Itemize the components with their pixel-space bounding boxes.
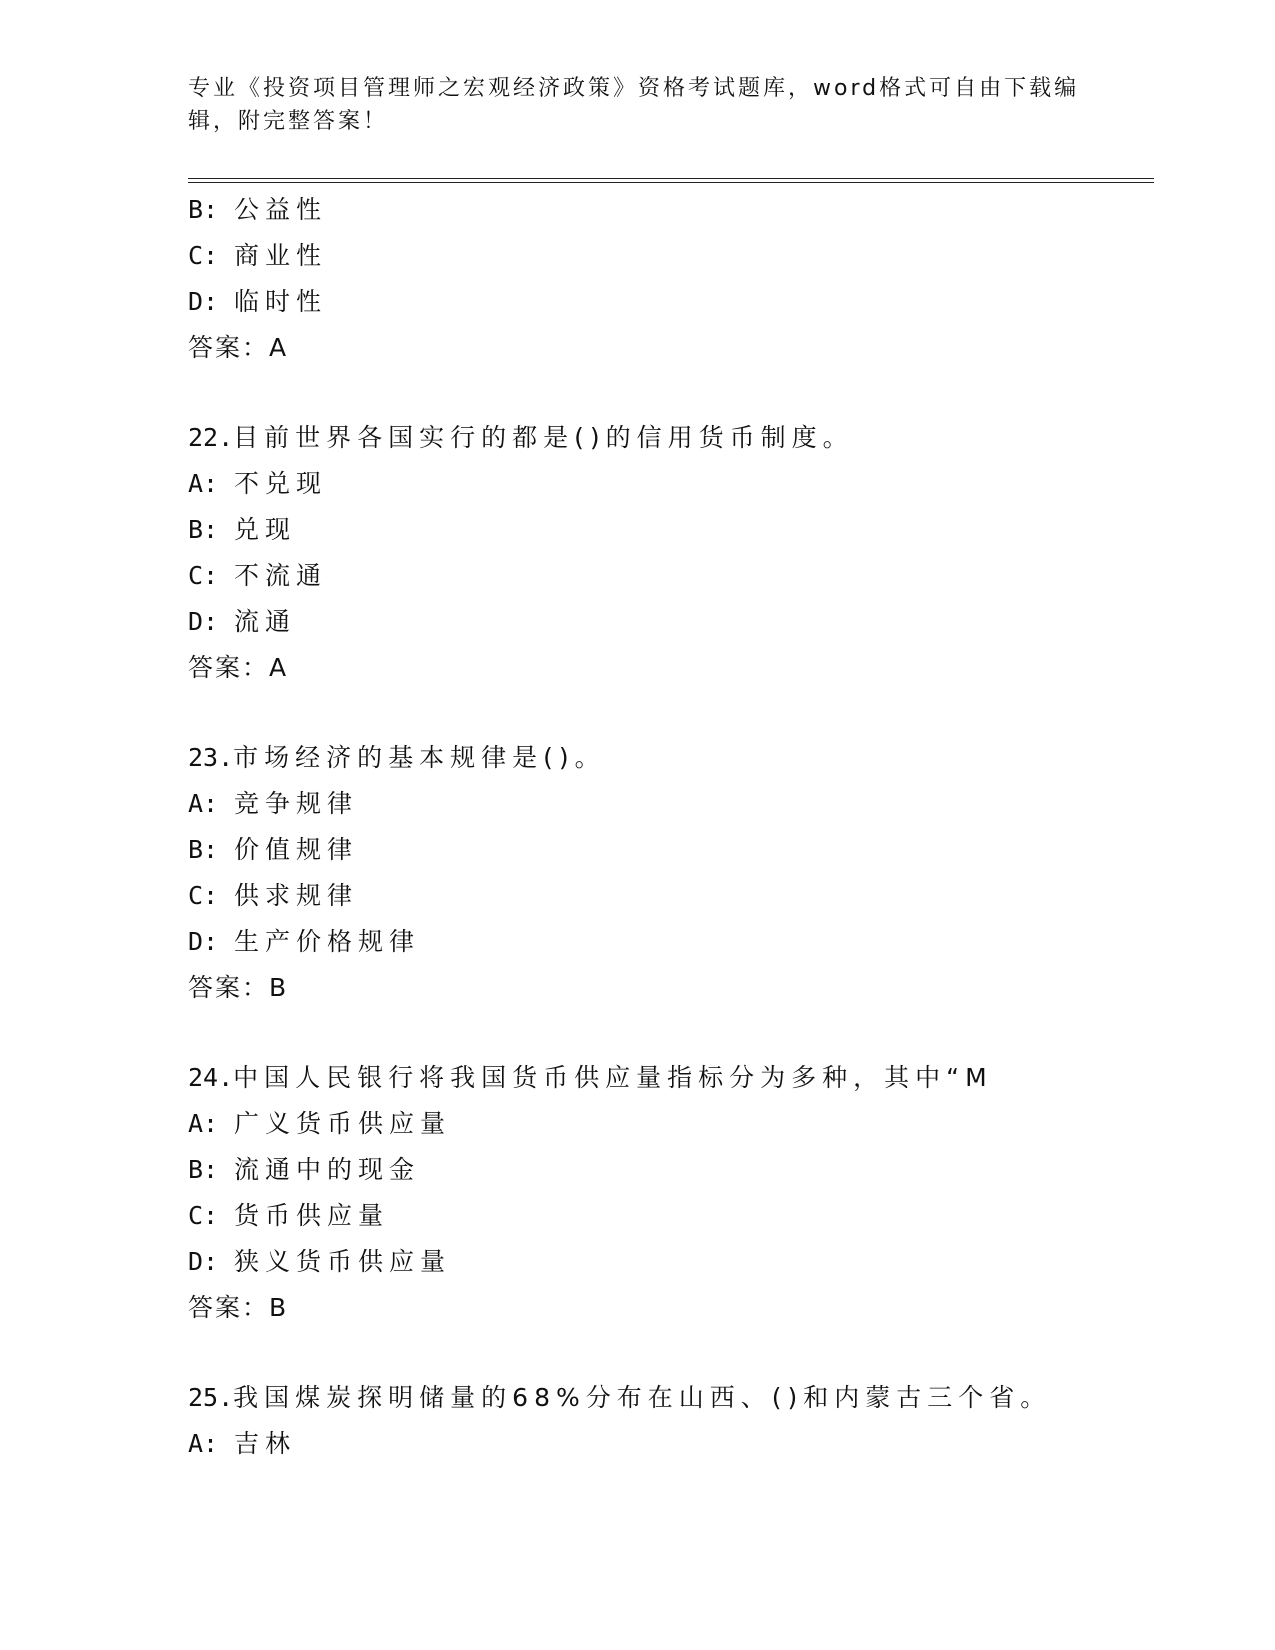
question-23 — [188, 735, 1154, 1011]
question-stem — [188, 1375, 1154, 1421]
option-c — [188, 1193, 1154, 1239]
option-b — [188, 507, 1154, 553]
option-letter: B: — [188, 515, 219, 544]
option-text: 不兑现 — [234, 469, 328, 498]
option-letter: C: — [188, 881, 219, 910]
option-letter: C: — [188, 561, 219, 590]
option-a — [188, 1101, 1154, 1147]
option-text: 供求规律 — [234, 881, 359, 910]
question-number: 23. — [188, 743, 234, 772]
option-text: 公益性 — [234, 195, 328, 224]
option-letter: B: — [188, 195, 219, 224]
option-letter: D: — [188, 607, 219, 636]
option-letter: C: — [188, 241, 219, 270]
option-b — [188, 1147, 1154, 1193]
question-number: 22. — [188, 423, 234, 452]
question-24 — [188, 1055, 1154, 1331]
option-d — [188, 279, 1154, 325]
question-22 — [188, 415, 1154, 691]
option-c — [188, 873, 1154, 919]
document-header — [188, 72, 1088, 138]
option-a — [188, 781, 1154, 827]
option-a — [188, 1421, 1154, 1467]
question-stem — [188, 415, 1154, 461]
question-stem — [188, 1055, 1154, 1101]
option-a — [188, 461, 1154, 507]
option-letter: D: — [188, 287, 219, 316]
option-text: 广义货币供应量 — [234, 1109, 452, 1138]
option-text: 竞争规律 — [234, 789, 359, 818]
question-25 — [188, 1375, 1154, 1467]
option-letter: A: — [188, 1109, 219, 1138]
answer-line: 答案：B — [188, 973, 289, 1002]
header-divider-top — [188, 178, 1154, 179]
answer-line: 答案：B — [188, 1293, 289, 1322]
question-number: 24. — [188, 1063, 234, 1092]
answer-line: 答案：A — [188, 333, 289, 362]
option-letter: D: — [188, 1247, 219, 1276]
option-text: 流通 — [234, 607, 297, 636]
option-c — [188, 233, 1154, 279]
option-letter: D: — [188, 927, 219, 956]
option-text: 吉林 — [234, 1429, 297, 1458]
option-letter: A: — [188, 469, 219, 498]
question-list — [188, 187, 1154, 1467]
header-line-1: 专业《投资项目管理师之宏观经济政策》资格考试题库，word格式可自由下载编 — [188, 76, 1080, 101]
option-letter: A: — [188, 1429, 219, 1458]
question-text: 市场经济的基本规律是()。 — [233, 743, 606, 772]
question-text: 我国煤炭探明储量的68%分布在山西、()和内蒙古三个省。 — [233, 1383, 1052, 1412]
option-text: 价值规律 — [234, 835, 359, 864]
option-text: 兑现 — [234, 515, 297, 544]
option-c — [188, 553, 1154, 599]
option-d — [188, 1239, 1154, 1285]
question-number: 25. — [188, 1383, 234, 1412]
option-text: 生产价格规律 — [234, 927, 421, 956]
option-text: 流通中的现金 — [234, 1155, 421, 1184]
option-text: 货币供应量 — [234, 1201, 390, 1230]
option-text: 临时性 — [234, 287, 328, 316]
option-letter: A: — [188, 789, 219, 818]
question-stem — [188, 735, 1154, 781]
option-letter: C: — [188, 1201, 219, 1230]
header-line-2: 辑，附完整答案！ — [188, 109, 389, 134]
option-text: 狭义货币供应量 — [234, 1247, 452, 1276]
option-text: 不流通 — [234, 561, 328, 590]
option-letter: B: — [188, 835, 219, 864]
option-b — [188, 827, 1154, 873]
option-text: 商业性 — [234, 241, 328, 270]
option-d — [188, 919, 1154, 965]
option-b — [188, 187, 1154, 233]
option-letter: B: — [188, 1155, 219, 1184]
option-d — [188, 599, 1154, 645]
header-divider-bottom — [188, 182, 1154, 183]
question-21-continued — [188, 187, 1154, 371]
question-text: 目前世界各国实行的都是()的信用货币制度。 — [233, 423, 854, 452]
answer-line: 答案：A — [188, 653, 289, 682]
question-text: 中国人民银行将我国货币供应量指标分为多种，其中“M — [233, 1063, 993, 1092]
